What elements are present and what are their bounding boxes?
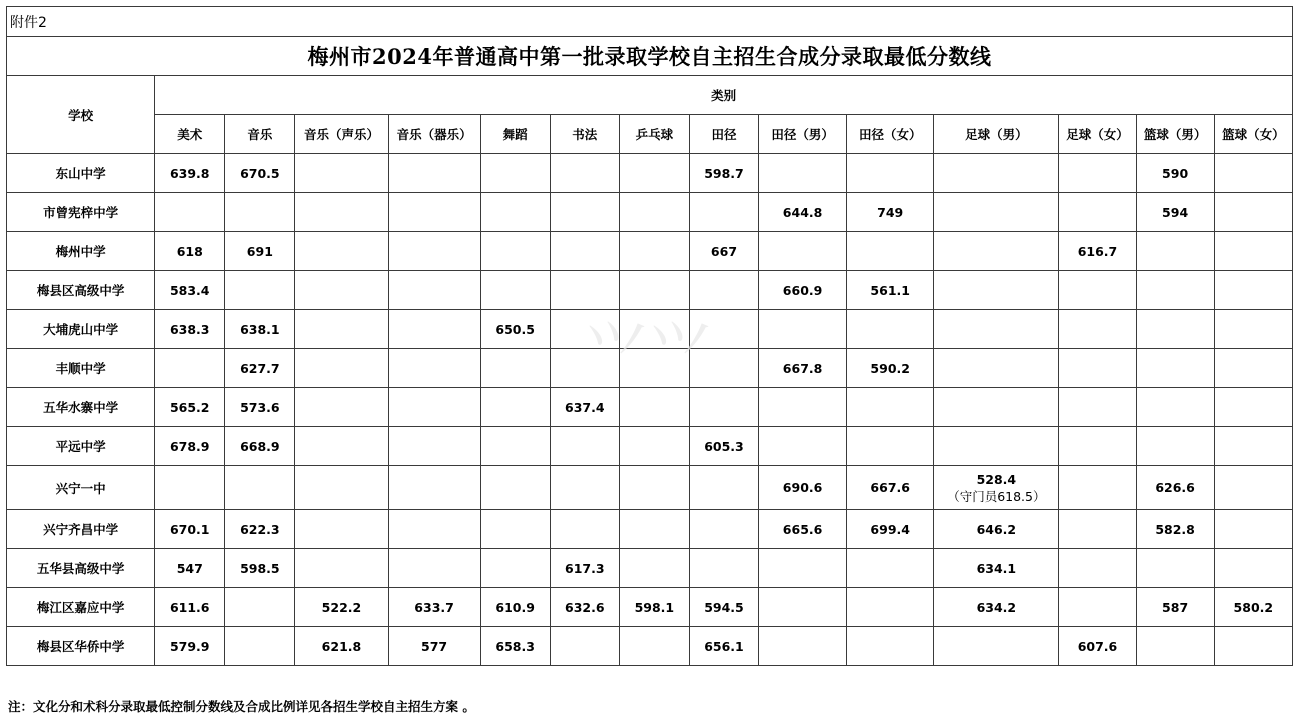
table-row: [7, 588, 1293, 627]
score-cell: [1136, 627, 1214, 666]
score-cell: 637.4: [550, 388, 619, 427]
score-cell: [689, 349, 758, 388]
score-cell: 668.9: [225, 427, 295, 466]
score-cell: [295, 154, 388, 193]
table-row: [7, 466, 1293, 510]
score-cell: 565.2: [155, 388, 225, 427]
footnote: 注：文化分和术科分录取最低控制分数线及合成比例详见各招生学校自主招生方案 。: [8, 699, 475, 714]
score-table: [6, 6, 1293, 666]
score-cell: [759, 427, 847, 466]
score-cell: [550, 154, 619, 193]
score-cell: [295, 349, 388, 388]
column-header: 足球（男）: [934, 115, 1059, 154]
score-cell: [480, 549, 550, 588]
score-cell: [388, 271, 480, 310]
score-cell: [550, 349, 619, 388]
score-cell: [550, 427, 619, 466]
score-cell: 598.5: [225, 549, 295, 588]
score-cell: [550, 193, 619, 232]
score-cell: [1214, 349, 1292, 388]
score-cell: [1059, 310, 1136, 349]
score-cell: [847, 154, 934, 193]
score-cell: [388, 388, 480, 427]
score-cell: [619, 427, 689, 466]
score-cell: 638.3: [155, 310, 225, 349]
score-cell: [1136, 232, 1214, 271]
score-cell: [689, 510, 758, 549]
score-cell: 590.2: [847, 349, 934, 388]
score-cell: 691: [225, 232, 295, 271]
score-cell: 632.6: [550, 588, 619, 627]
score-cell: 699.4: [847, 510, 934, 549]
score-cell: [1136, 349, 1214, 388]
score-cell: [295, 310, 388, 349]
score-cell: [1059, 388, 1136, 427]
score-cell: 590: [1136, 154, 1214, 193]
school-name: 兴宁一中: [7, 466, 155, 510]
score-cell: [689, 271, 758, 310]
score-cell: [480, 388, 550, 427]
score-cell: 667.6: [847, 466, 934, 510]
score-cell: [759, 388, 847, 427]
score-cell: [480, 232, 550, 271]
score-cell: [934, 388, 1059, 427]
score-cell: 638.1: [225, 310, 295, 349]
score-cell: [550, 232, 619, 271]
school-name: 市曾宪梓中学: [7, 193, 155, 232]
score-cell: [388, 466, 480, 510]
table-title: 梅州市2024年普通高中第一批录取学校自主招生合成分录取最低分数线: [7, 37, 1293, 76]
score-cell: [1214, 310, 1292, 349]
category-group-header: 类别: [155, 76, 1293, 115]
score-cell: 583.4: [155, 271, 225, 310]
score-cell: [1214, 271, 1292, 310]
score-cell: [480, 427, 550, 466]
score-cell: [1214, 388, 1292, 427]
score-cell: [934, 310, 1059, 349]
score-cell: [619, 510, 689, 549]
score-cell: [225, 193, 295, 232]
score-cell: 573.6: [225, 388, 295, 427]
score-cell: [689, 466, 758, 510]
score-cell: [759, 627, 847, 666]
score-cell: [1214, 549, 1292, 588]
score-cell: [619, 310, 689, 349]
score-cell: [1214, 466, 1292, 510]
score-cell: [155, 349, 225, 388]
score-cell: 656.1: [689, 627, 758, 666]
score-cell: 522.2: [295, 588, 388, 627]
score-cell: [1059, 271, 1136, 310]
table-row: [7, 510, 1293, 549]
score-cell: [295, 466, 388, 510]
score-cell: 594.5: [689, 588, 758, 627]
score-cell: [1136, 310, 1214, 349]
score-cell: 622.3: [225, 510, 295, 549]
score-cell: [1059, 588, 1136, 627]
score-cell: [295, 549, 388, 588]
score-cell: 626.6: [1136, 466, 1214, 510]
score-cell: [1059, 154, 1136, 193]
score-cell: 582.8: [1136, 510, 1214, 549]
score-cell: [550, 271, 619, 310]
score-value: 528.4: [976, 471, 1017, 487]
score-cell: 665.6: [759, 510, 847, 549]
score-cell: [295, 388, 388, 427]
score-cell: [1214, 193, 1292, 232]
score-cell: 598.7: [689, 154, 758, 193]
score-cell: [934, 232, 1059, 271]
score-cell: [480, 466, 550, 510]
score-cell: [155, 466, 225, 510]
column-header: 田径: [689, 115, 758, 154]
score-cell: [619, 388, 689, 427]
score-cell: [619, 549, 689, 588]
table-row: [7, 427, 1293, 466]
score-cell: [1214, 627, 1292, 666]
score-cell: [550, 466, 619, 510]
score-cell: [847, 310, 934, 349]
score-cell: [388, 193, 480, 232]
score-cell: 670.1: [155, 510, 225, 549]
column-header: 音乐: [225, 115, 295, 154]
score-cell: [619, 154, 689, 193]
column-header-row: [7, 115, 1293, 154]
school-name: 梅县区高级中学: [7, 271, 155, 310]
score-cell: 561.1: [847, 271, 934, 310]
score-cell: 618: [155, 232, 225, 271]
score-cell: [689, 388, 758, 427]
score-cell: [295, 232, 388, 271]
column-header: 音乐（声乐）: [295, 115, 388, 154]
score-cell: [388, 349, 480, 388]
column-header: 篮球（男）: [1136, 115, 1214, 154]
score-cell: [1136, 549, 1214, 588]
score-cell: [1059, 549, 1136, 588]
table-row: [7, 627, 1293, 666]
score-cell: [847, 427, 934, 466]
score-cell: [759, 232, 847, 271]
column-header: 舞蹈: [480, 115, 550, 154]
table-row: [7, 232, 1293, 271]
score-cell: 577: [388, 627, 480, 666]
column-header: 田径（女）: [847, 115, 934, 154]
school-name: 兴宁齐昌中学: [7, 510, 155, 549]
score-cell: 617.3: [550, 549, 619, 588]
score-cell: [759, 588, 847, 627]
score-cell: 621.8: [295, 627, 388, 666]
score-cell: [225, 271, 295, 310]
table-body: [7, 7, 1293, 666]
column-header: 美术: [155, 115, 225, 154]
score-cell: 650.5: [480, 310, 550, 349]
table-row: [7, 549, 1293, 588]
score-cell: [934, 627, 1059, 666]
score-cell: [480, 271, 550, 310]
score-cell: [480, 193, 550, 232]
score-cell: 605.3: [689, 427, 758, 466]
school-name: 梅县区华侨中学: [7, 627, 155, 666]
score-cell: 644.8: [759, 193, 847, 232]
score-cell: [619, 271, 689, 310]
score-cell: [550, 627, 619, 666]
score-cell: [759, 154, 847, 193]
score-cell: [847, 588, 934, 627]
score-cell: [1214, 510, 1292, 549]
score-cell: [759, 549, 847, 588]
score-cell: 587: [1136, 588, 1214, 627]
score-cell: [295, 510, 388, 549]
score-cell: [1059, 193, 1136, 232]
score-cell: 616.7: [1059, 232, 1136, 271]
score-cell: [689, 310, 758, 349]
score-cell: 627.7: [225, 349, 295, 388]
score-cell: 670.5: [225, 154, 295, 193]
score-cell: 611.6: [155, 588, 225, 627]
score-cell: 598.1: [619, 588, 689, 627]
table-row: [7, 193, 1293, 232]
score-cell: [295, 271, 388, 310]
score-cell: [1059, 466, 1136, 510]
column-header: 音乐（器乐）: [388, 115, 480, 154]
goalkeeper-note: （守门员618.5）: [947, 488, 1046, 504]
score-cell: [388, 510, 480, 549]
score-cell: [388, 154, 480, 193]
column-header: 足球（女）: [1059, 115, 1136, 154]
score-cell: 610.9: [480, 588, 550, 627]
column-header: 田径（男）: [759, 115, 847, 154]
score-cell: [934, 154, 1059, 193]
score-cell: 580.2: [1214, 588, 1292, 627]
score-cell: [480, 510, 550, 549]
school-name: 五华县高级中学: [7, 549, 155, 588]
score-cell: [225, 466, 295, 510]
score-cell: 634.2: [934, 588, 1059, 627]
column-header: 书法: [550, 115, 619, 154]
score-cell: 658.3: [480, 627, 550, 666]
score-cell: 667.8: [759, 349, 847, 388]
score-cell: [295, 193, 388, 232]
school-name: 平远中学: [7, 427, 155, 466]
score-cell: [225, 588, 295, 627]
score-table-sheet: [6, 6, 1293, 666]
score-cell: [480, 154, 550, 193]
score-cell: 607.6: [1059, 627, 1136, 666]
score-cell: [388, 232, 480, 271]
score-cell: 547: [155, 549, 225, 588]
school-name: 梅州中学: [7, 232, 155, 271]
score-cell: [1136, 388, 1214, 427]
column-header: 篮球（女）: [1214, 115, 1292, 154]
score-cell: 678.9: [155, 427, 225, 466]
score-cell: [550, 310, 619, 349]
school-column-header: 学校: [7, 76, 155, 154]
school-name: 东山中学: [7, 154, 155, 193]
score-cell: [847, 232, 934, 271]
score-cell: [388, 427, 480, 466]
score-cell: [388, 549, 480, 588]
score-cell: [759, 310, 847, 349]
table-row: [7, 154, 1293, 193]
score-cell: 594: [1136, 193, 1214, 232]
score-cell: [619, 193, 689, 232]
score-cell: [1214, 427, 1292, 466]
score-cell: [388, 310, 480, 349]
score-cell: [689, 193, 758, 232]
score-cell: [480, 349, 550, 388]
score-cell: 634.1: [934, 549, 1059, 588]
score-cell: [1059, 510, 1136, 549]
watermark: ⺍⺍: [584, 317, 712, 391]
school-name: 梅江区嘉应中学: [7, 588, 155, 627]
score-cell: 646.2: [934, 510, 1059, 549]
score-cell: [934, 193, 1059, 232]
score-cell: 633.7: [388, 588, 480, 627]
score-cell: [934, 466, 1059, 510]
score-cell: [619, 627, 689, 666]
school-name: 丰顺中学: [7, 349, 155, 388]
table-row: [7, 388, 1293, 427]
score-cell: [550, 510, 619, 549]
table-row: [7, 271, 1293, 310]
school-name: 大埔虎山中学: [7, 310, 155, 349]
score-cell: [619, 349, 689, 388]
score-cell: [1214, 154, 1292, 193]
score-cell: [934, 349, 1059, 388]
score-cell: [155, 193, 225, 232]
school-name: 五华水寨中学: [7, 388, 155, 427]
score-cell: [934, 271, 1059, 310]
score-cell: [225, 627, 295, 666]
attachment-label: 附件2: [7, 7, 1293, 37]
table-row: [7, 310, 1293, 349]
score-cell: 667: [689, 232, 758, 271]
score-cell: 749: [847, 193, 934, 232]
score-cell: 579.9: [155, 627, 225, 666]
column-header: 乒乓球: [619, 115, 689, 154]
score-cell: [934, 427, 1059, 466]
score-cell: 690.6: [759, 466, 847, 510]
score-cell: [1136, 427, 1214, 466]
score-cell: [1214, 232, 1292, 271]
score-cell: [295, 427, 388, 466]
score-cell: [619, 466, 689, 510]
score-cell: [1059, 427, 1136, 466]
score-cell: [1136, 271, 1214, 310]
score-cell: [847, 627, 934, 666]
score-cell: 639.8: [155, 154, 225, 193]
table-row: [7, 349, 1293, 388]
score-cell: [689, 549, 758, 588]
score-cell: [847, 388, 934, 427]
score-cell: 660.9: [759, 271, 847, 310]
score-cell: [847, 549, 934, 588]
score-cell: [1059, 349, 1136, 388]
score-cell: [619, 232, 689, 271]
